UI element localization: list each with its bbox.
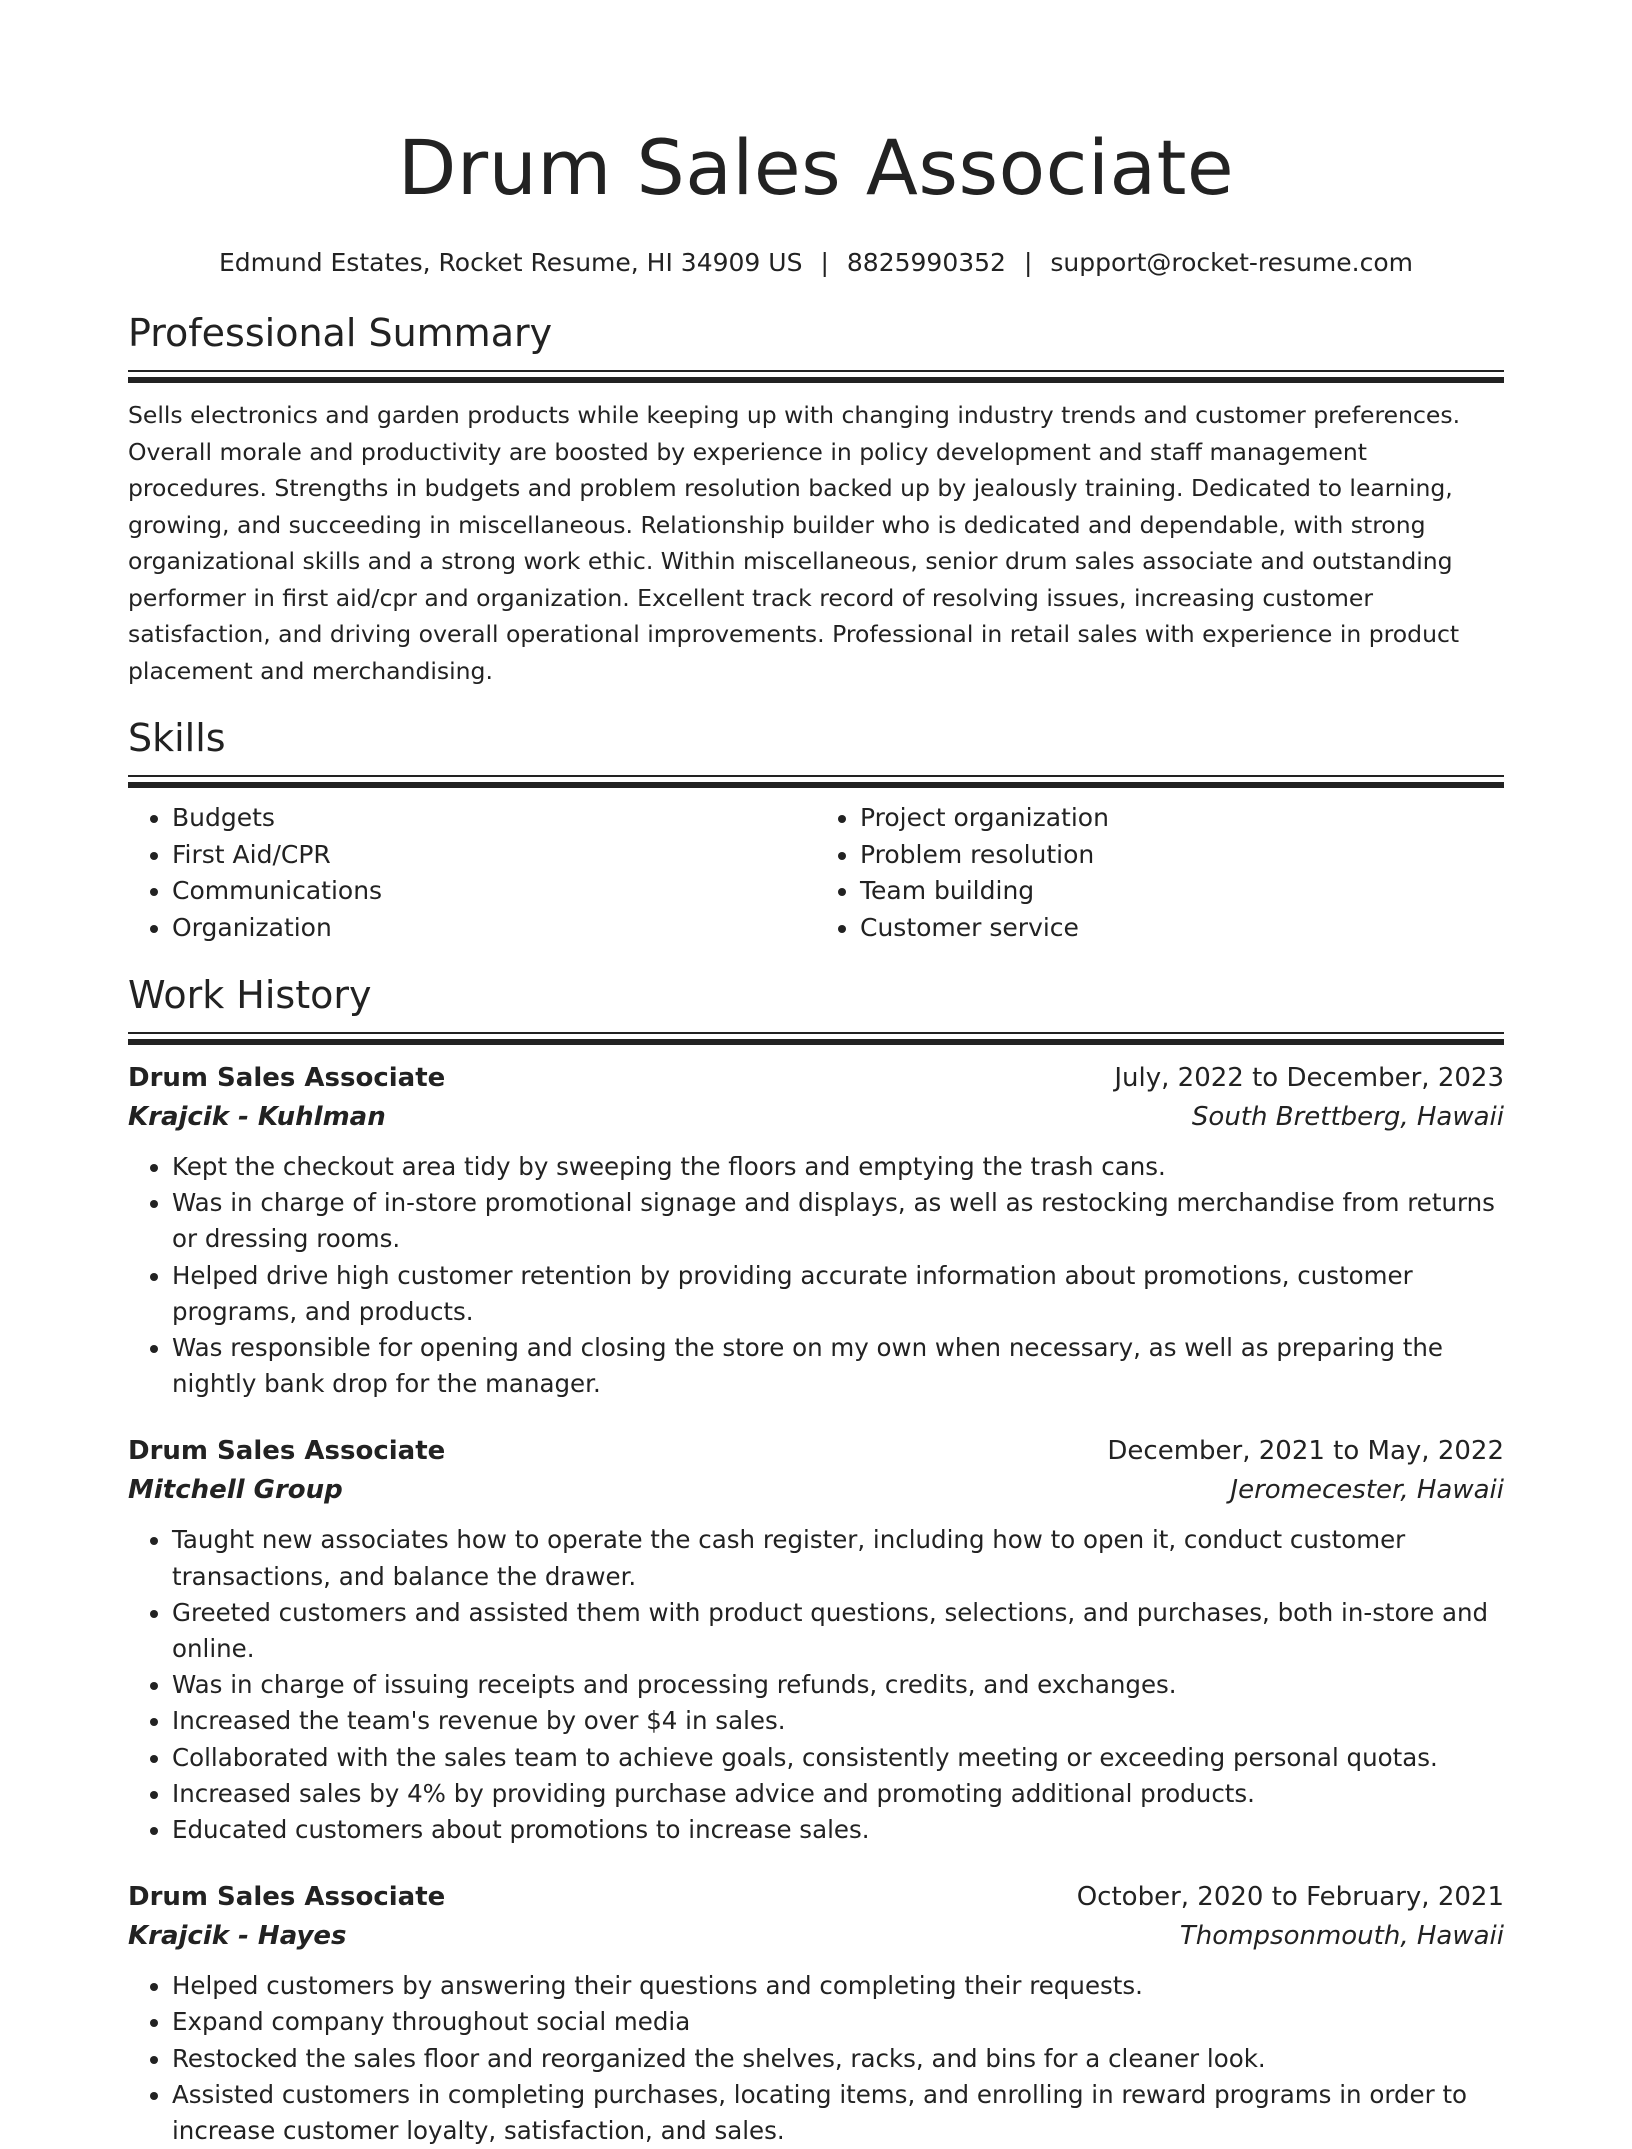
skills-section (128, 713, 1504, 946)
skill-item: • Communications (172, 873, 816, 910)
job-bullet: • Assisted customers in completing purchases, locating items, and enrolling in reward programs in order to increase customer loyalty, satisfaction, and sales. (172, 2077, 1504, 2149)
job-subheader-row (128, 1916, 1504, 1956)
job-company: Krajcik - Hayes (128, 1921, 347, 1952)
job-bullet: • Kept the checkout area tidy by sweeping the floors and emptying the trash cans. (172, 1149, 1504, 1185)
skills-list-right (816, 800, 1504, 946)
job-bullet: • Restocked the sales floor and reorganized the shelves, racks, and bins for a cleaner look. (172, 2041, 1504, 2077)
section-divider (128, 370, 1504, 383)
summary-heading: Professional Summary (128, 311, 553, 355)
job-bullet: • Collaborated with the sales team to achieve goals, consistently meeting or exceeding personal quotas. (172, 1740, 1504, 1776)
job-header-row (128, 1432, 1504, 1470)
job-location: South Brettberg, Hawaii (1191, 1102, 1504, 1132)
job-dates: October, 2020 to February, 2021 (1076, 1882, 1504, 1913)
job-bullet: • Increased sales by 4% by providing purchase advice and promoting additional products. (172, 1776, 1504, 1812)
job-title: Drum Sales Associate (128, 1436, 446, 1467)
skill-item: • Customer service (860, 910, 1504, 947)
job-subheader-row (128, 1097, 1504, 1137)
job-bullet: • Helped drive high customer retention by providing accurate information about promotions, customer programs, and products. (172, 1258, 1504, 1330)
job-bullets (128, 1522, 1504, 1848)
contact-address: Edmund Estates, Rocket Resume, HI 34909 US (218, 248, 803, 277)
resume-title: Drum Sales Associate (397, 123, 1235, 212)
job-bullet: • Expand company throughout social media (172, 2004, 1504, 2040)
summary-text: Sells electronics and garden products while keeping up with changing industry trends and customer preferences. Overall morale and productivity are boosted by experience in policy development and staff management procedures. Strengths in budgets and problem resolution backed up by jealously training. Dedicated to learning, growing, and succeeding in miscellaneous. Relationship builder who is dedicated and dependable, with strong organizational skills and a strong work ethic. Within miscellaneous, senior drum sales associate and outstanding performer in first aid/cpr and organization. Excellent track record of resolving issues, increasing customer satisfaction, and driving overall operational improvements. Professional in retail sales with experience in product placement and merchandising. (128, 401, 1461, 685)
job-subheader-row (128, 1470, 1504, 1510)
skill-item: • First Aid/CPR (172, 837, 816, 874)
job-bullet: • Was in charge of in-store promotional signage and displays, as well as restocking merchandise from returns or dressing rooms. (172, 1185, 1504, 1257)
skill-item: • Team building (860, 873, 1504, 910)
job-entry (128, 1432, 1504, 1848)
job-title: Drum Sales Associate (128, 1063, 446, 1093)
job-entry (128, 1878, 1504, 2149)
job-bullet: • Greeted customers and assisted them with product questions, selections, and purchases, both in-store and online. (172, 1595, 1504, 1667)
job-location: Thompsonmouth, Hawaii (1179, 1921, 1504, 1952)
job-entry (128, 1059, 1504, 1402)
job-bullet: • Taught new associates how to operate the cash register, including how to open it, conduct customer transactions, and balance the drawer. (172, 1522, 1504, 1594)
skill-item: • Organization (172, 910, 816, 947)
job-title: Drum Sales Associate (128, 1882, 446, 1913)
work-history-section (128, 970, 1504, 2149)
contact-separator: | (820, 248, 829, 277)
contact-line (128, 246, 1504, 280)
skills-list-left (128, 800, 816, 946)
job-company: Krajcik - Kuhlman (128, 1102, 386, 1132)
section-divider (128, 1032, 1504, 1045)
job-dates: July, 2022 to December, 2023 (1114, 1063, 1504, 1093)
job-bullet: • Helped customers by answering their questions and completing their requests. (172, 1968, 1504, 2004)
skill-item: • Project organization (860, 800, 1504, 837)
job-bullets (128, 1968, 1504, 2149)
work-history-heading: Work History (128, 973, 372, 1017)
contact-email: support@rocket-resume.com (1050, 248, 1413, 277)
job-company: Mitchell Group (128, 1475, 343, 1506)
skills-columns (128, 800, 1504, 946)
job-bullet: • Increased the team's revenue by over $4 in sales. (172, 1703, 1504, 1739)
job-header-row (128, 1059, 1504, 1097)
contact-phone: 8825990352 (846, 248, 1006, 277)
job-location: Jeromecester, Hawaii (1230, 1475, 1504, 1506)
skill-item: • Problem resolution (860, 837, 1504, 874)
section-divider (128, 775, 1504, 788)
skill-item: • Budgets (172, 800, 816, 837)
contact-separator: | (1023, 248, 1033, 277)
job-header-row (128, 1878, 1504, 1916)
job-bullet: • Was in charge of issuing receipts and processing refunds, credits, and exchanges. (172, 1667, 1504, 1703)
job-bullets (128, 1149, 1504, 1402)
job-dates: December, 2021 to May, 2022 (1107, 1436, 1504, 1467)
skills-heading: Skills (128, 716, 226, 760)
job-bullet: • Educated customers about promotions to increase sales. (172, 1812, 1504, 1848)
job-bullet: • Was responsible for opening and closing the store on my own when necessary, as well as preparing the nightly bank drop for the manager. (172, 1330, 1504, 1402)
summary-section (128, 308, 1504, 689)
